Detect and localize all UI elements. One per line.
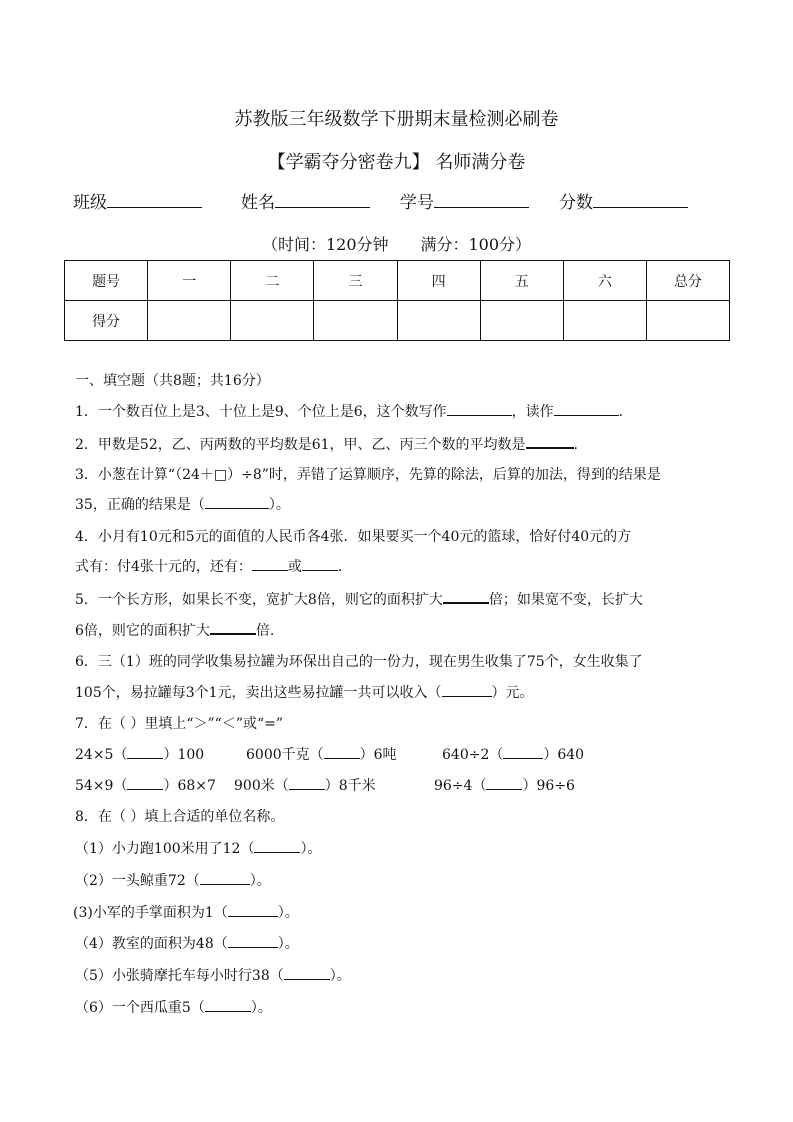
answer-blank[interactable] — [205, 997, 251, 1012]
student-id-field[interactable] — [400, 188, 529, 213]
question-4-line-2: 式有：付4张十元的，还有： 或 . — [75, 556, 342, 576]
class-blank[interactable] — [107, 190, 202, 208]
question-7-prompt: 7．在（ ）里填上“＞”“＜”或“=” — [75, 716, 284, 732]
name-blank[interactable] — [275, 190, 370, 208]
answer-blank[interactable] — [324, 744, 360, 759]
answer-blank[interactable] — [526, 433, 574, 449]
unit-item: （2）一头鲸重72（ ）。 — [75, 870, 271, 890]
score-table-header-row — [65, 261, 730, 301]
answer-blank[interactable] — [289, 775, 325, 790]
document-title: 苏教版三年级数学下册期末量检测必刷卷 — [234, 109, 559, 130]
section-heading: 一、填空题（共8题；共16分） — [75, 373, 270, 389]
question-3-line-1: 3．小葱在计算“（24＋□）÷8”时，弄错了运算顺序，先算的除法，后算的加法，得到的结果是 — [75, 467, 661, 483]
answer-blank[interactable] — [486, 775, 522, 790]
answer-blank[interactable] — [302, 556, 338, 571]
answer-blank[interactable] — [228, 902, 278, 917]
score-table — [64, 260, 730, 341]
score-table-score-row — [65, 301, 730, 341]
class-field[interactable] — [73, 188, 202, 213]
answer-blank[interactable] — [554, 401, 619, 416]
student-id-label: 学号 — [400, 193, 434, 213]
answer-blank[interactable] — [447, 401, 512, 416]
score-cell[interactable] — [480, 301, 563, 341]
exam-time-info: （时间：120分钟 满分：100分） — [261, 235, 532, 254]
score-cell[interactable] — [231, 301, 314, 341]
table-header-cell: 四 — [397, 261, 480, 301]
question-4-line-1: 4．小月有10元和5元的面值的人民币各4张．如果要买一个40元的篮球，恰好付40元的方 — [75, 529, 632, 545]
question-1: 1．一个数百位上是3、十位上是9、个位上是6，这个数写作 ，读作 . — [75, 401, 623, 421]
table-header-cell: 二 — [231, 261, 314, 301]
answer-blank[interactable] — [284, 965, 330, 980]
answer-blank[interactable] — [127, 775, 163, 790]
table-header-cell: 五 — [480, 261, 563, 301]
score-row-label: 得分 — [65, 301, 148, 341]
question-5-line-1: 5．一个长方形，如果长不变，宽扩大8倍，则它的面积扩大 倍；如果宽不变，长扩大 — [75, 588, 643, 609]
comparison-item: 900米（ ）8千米 — [234, 775, 376, 795]
score-cell[interactable] — [397, 301, 480, 341]
document-subtitle: 【学霸夺分密卷九】 名师满分卷 — [267, 152, 526, 173]
unit-item: （6）一个西瓜重5（ ）。 — [75, 997, 272, 1017]
comparison-item: 24×5（ ）100 — [75, 744, 204, 764]
score-blank[interactable] — [593, 190, 688, 208]
answer-blank[interactable] — [443, 588, 489, 604]
score-cell[interactable] — [314, 301, 397, 341]
unit-item: （1）小力跑100米用了12（ ）。 — [75, 838, 321, 858]
answer-blank[interactable] — [252, 556, 288, 571]
question-2: 2．甲数是52，乙、丙两数的平均数是61，甲、乙、丙三个数的平均数是 . — [75, 433, 578, 454]
answer-blank[interactable] — [127, 744, 163, 759]
comparison-item: 96÷4（ ）96÷6 — [434, 775, 575, 795]
question-5-line-2: 6倍，则它的面积扩大 倍. — [75, 619, 274, 640]
question-6-line-1: 6．三（1）班的同学收集易拉罐为环保出自己的一份力，现在男生收集了75个，女生收集了 — [75, 654, 643, 670]
score-cell[interactable] — [646, 301, 729, 341]
answer-blank[interactable] — [210, 619, 256, 635]
unit-item: （5）小张骑摩托车每小时行38（ ）。 — [75, 965, 351, 985]
student-id-blank[interactable] — [434, 190, 529, 208]
question-6-line-2: 105个，易拉罐每3个1元，卖出这些易拉罐一共可以收入（ ）元。 — [75, 682, 534, 702]
score-cell[interactable] — [563, 301, 646, 341]
class-label: 班级 — [73, 193, 107, 213]
answer-blank[interactable] — [228, 933, 278, 948]
answer-blank[interactable] — [254, 838, 300, 853]
table-header-cell: 一 — [148, 261, 231, 301]
comparison-item: 640÷2（ ）640 — [442, 744, 584, 764]
score-field[interactable] — [559, 188, 688, 213]
question-3-line-2: 35，正确的结果是（ ）。 — [75, 494, 290, 514]
answer-blank[interactable] — [205, 494, 269, 509]
question-8-prompt: 8．在（ ）填上合适的单位名称。 — [75, 809, 285, 825]
answer-blank[interactable] — [442, 682, 492, 697]
table-header-cell: 题号 — [65, 261, 148, 301]
table-header-cell: 六 — [563, 261, 646, 301]
name-label: 姓名 — [241, 193, 275, 213]
name-field[interactable] — [241, 188, 370, 213]
table-header-cell: 三 — [314, 261, 397, 301]
answer-blank[interactable] — [503, 744, 543, 759]
unit-item: （4）教室的面积为48（ ）。 — [75, 933, 299, 953]
score-label: 分数 — [559, 193, 593, 213]
table-header-cell: 总分 — [646, 261, 729, 301]
comparison-item: 54×9（ ）68×7 — [75, 775, 216, 795]
answer-blank[interactable] — [200, 870, 250, 885]
unit-item: (3)小军的手掌面积为1（ ）。 — [73, 902, 299, 922]
comparison-item: 6000千克（ ）6吨 — [246, 744, 397, 764]
score-cell[interactable] — [148, 301, 231, 341]
